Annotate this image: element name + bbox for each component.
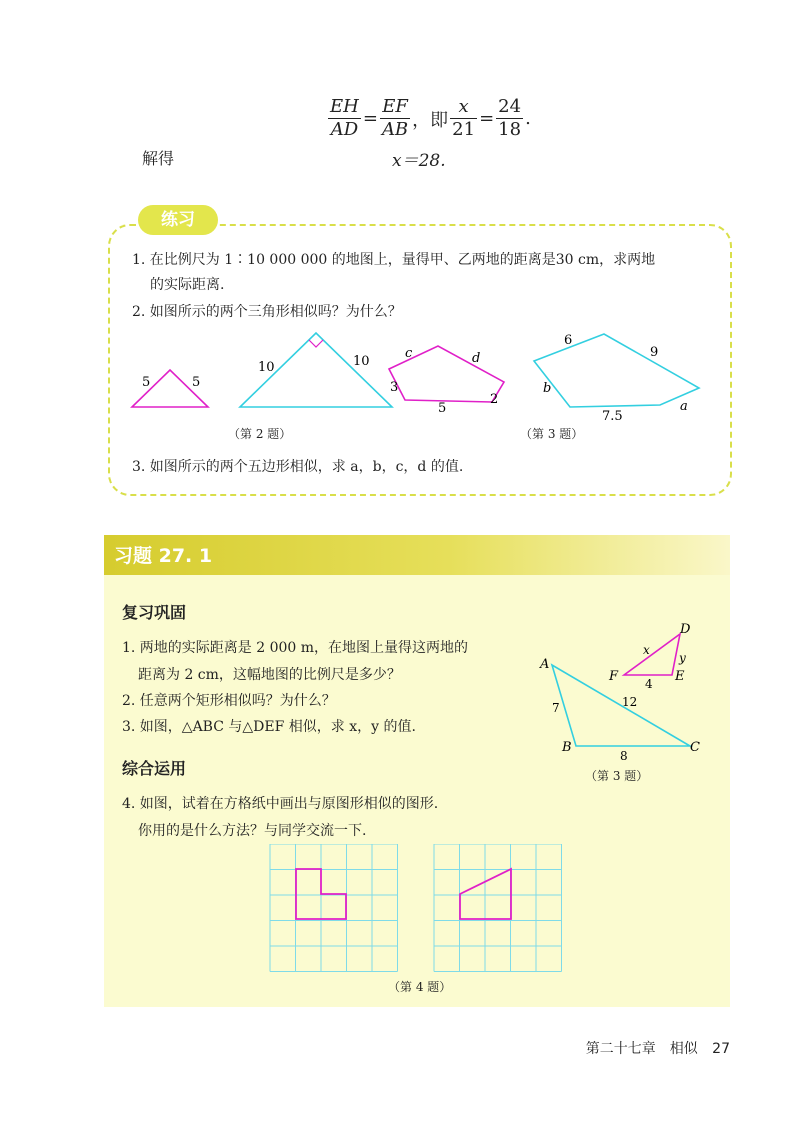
large-triangle-side-label: 10 [353, 354, 370, 369]
equation-connector: ，即 [412, 109, 449, 131]
triangle-abc-shape [552, 665, 690, 746]
right-angle-mark [309, 340, 323, 347]
exercise-figure-3-caption: （第 3 题） [585, 769, 649, 783]
fraction-denominator: 18 [498, 119, 522, 140]
large-pentagon-side-label: 9 [650, 345, 659, 360]
large-pentagon-side-label: 7.5 [602, 409, 623, 424]
fraction-x-21 [450, 96, 477, 141]
vertex-label: C [690, 740, 700, 755]
grid-paper-left [270, 844, 398, 972]
solution-label: 解得 [142, 149, 175, 168]
fraction-numerator: 24 [498, 96, 522, 117]
exercises-title: 习题 27. 1 [114, 545, 213, 567]
figure-2-caption: （第 2 题） [228, 427, 292, 441]
chapter-title: 第二十七章 相似 [585, 1041, 698, 1057]
vertex-label: B [562, 740, 572, 755]
side-label: 12 [622, 695, 638, 709]
fraction-denominator: AD [330, 119, 359, 140]
exercise-4-figure [266, 844, 574, 974]
application-heading: 综合运用 [122, 759, 187, 778]
vertex-label: F [609, 669, 619, 684]
practice-figures [108, 325, 728, 445]
exercise-3-figure [530, 620, 720, 770]
fraction-ef-ab [380, 96, 410, 141]
fraction-24-18 [496, 96, 523, 141]
small-pentagon-side-label: d [472, 351, 481, 366]
exercise-question-1-line-2: 距离为 2 cm，这幅地图的比例尺是多少？ [138, 667, 401, 683]
large-pentagon-side-label: 6 [564, 333, 573, 348]
small-pentagon-side-label: c [405, 346, 413, 361]
solution-value: x＝28. [392, 151, 446, 171]
side-label: 7 [552, 701, 560, 715]
page-number: 27 [712, 1041, 730, 1057]
exercise-figure-4-caption: （第 4 题） [388, 980, 452, 994]
practice-question-3: 3. 如图所示的两个五边形相似，求 a，b，c，d 的值. [132, 459, 464, 475]
page-footer [586, 1038, 730, 1058]
large-pentagon-shape [534, 334, 699, 407]
fraction-numerator: EF [380, 96, 410, 119]
practice-question-1-line-1: 1. 在比例尺为 1∶10 000 000 的地图上，量得甲、乙两地的距离是30 cm，求两地 [132, 252, 656, 268]
large-pentagon-side-label: a [680, 399, 688, 414]
exercise-question-4-line-2: 你用的是什么方法？与同学交流一下. [138, 823, 367, 839]
fraction-denominator: AB [381, 119, 409, 140]
fraction-numerator: EH [330, 96, 359, 117]
vertex-label: A [540, 657, 550, 672]
small-triangle-side-label: 5 [142, 375, 151, 390]
equals-sign: = [479, 108, 495, 129]
small-pentagon-side-label: 2 [490, 392, 499, 407]
vertex-label: E [675, 669, 685, 684]
small-pentagon-side-label: 5 [438, 401, 447, 416]
equals-sign: = [362, 108, 378, 129]
side-label: 8 [620, 749, 628, 763]
review-heading: 复习巩固 [122, 603, 187, 622]
practice-question-2: 2. 如图所示的两个三角形相似吗？为什么？ [132, 304, 402, 320]
grid-paper-right [434, 844, 562, 972]
figure-3-caption: （第 3 题） [520, 427, 584, 441]
side-label: 4 [645, 677, 653, 691]
proportion-equation [328, 96, 533, 141]
small-triangle-side-label: 5 [192, 375, 201, 390]
fraction-eh-ad [328, 96, 361, 141]
large-triangle-side-label: 10 [258, 360, 275, 375]
practice-question-1-line-2: 的实际距离. [150, 277, 225, 293]
exercise-question-2: 2. 任意两个矩形相似吗？为什么？ [122, 693, 336, 709]
exercise-question-1-line-1: 1. 两地的实际距离是 2 000 m，在地图上量得这两地的 [122, 640, 469, 656]
exercise-question-4-line-1: 4. 如图，试着在方格纸中画出与原图形相似的图形. [122, 796, 439, 812]
practice-title: 练习 [138, 205, 218, 235]
large-pentagon-side-label: b [543, 381, 552, 396]
vertex-label: D [680, 622, 691, 637]
side-label: x [643, 643, 650, 657]
fraction-denominator: 21 [452, 119, 476, 140]
exercise-question-3: 3. 如图，△ABC 与△DEF 相似，求 x，y 的值. [122, 719, 416, 735]
side-label: y [679, 651, 686, 665]
fraction-numerator: x [450, 96, 477, 119]
equation-end: . [525, 108, 531, 129]
triangle-def-shape [624, 634, 680, 675]
small-pentagon-side-label: 3 [390, 380, 399, 395]
